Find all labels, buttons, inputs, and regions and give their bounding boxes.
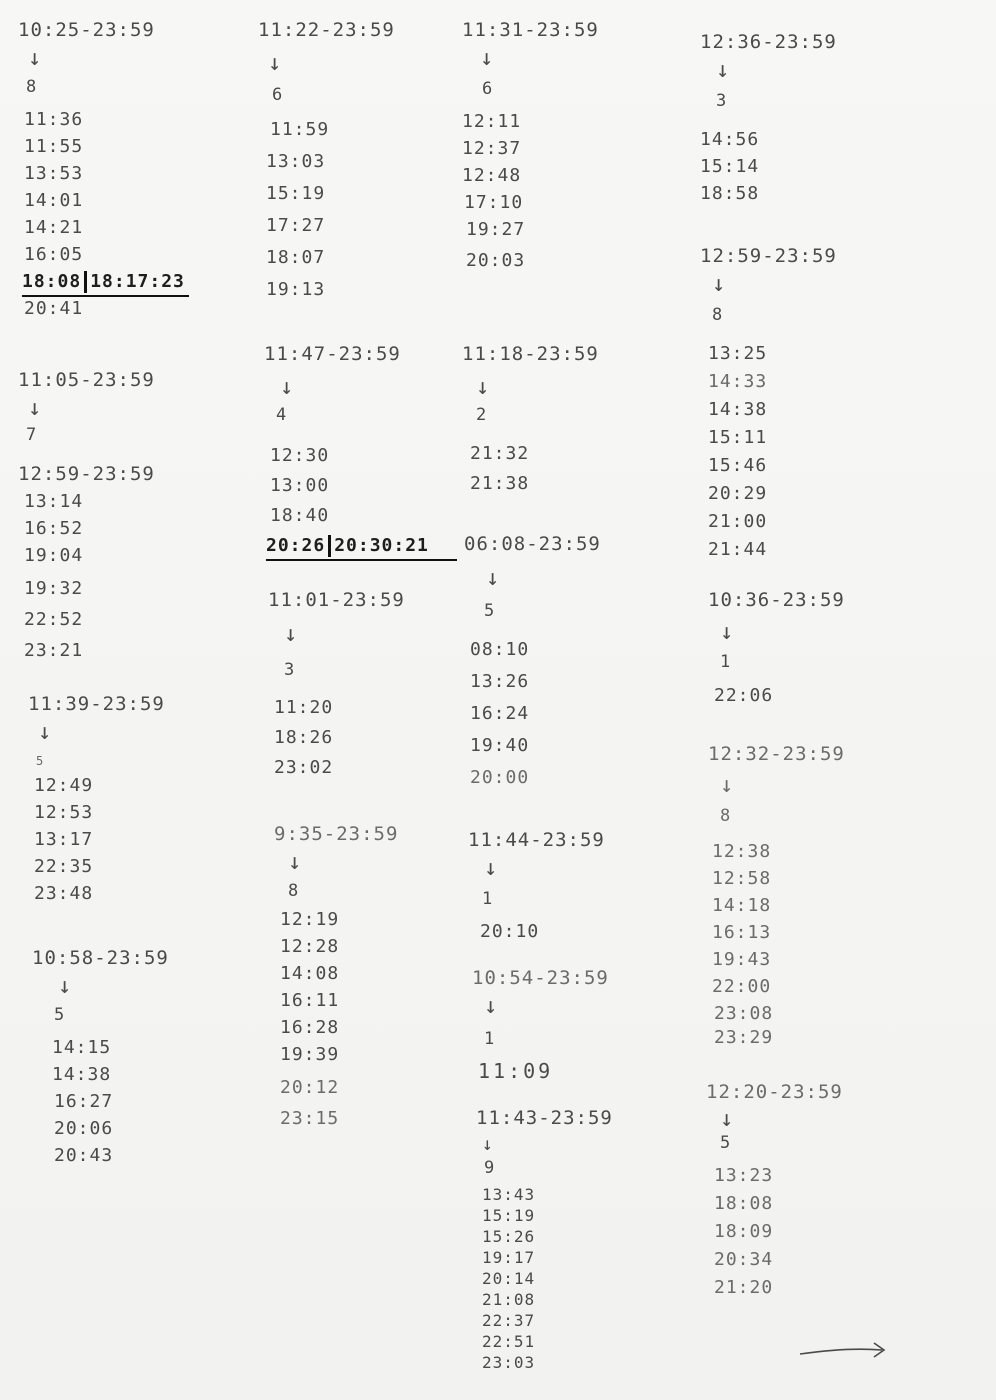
range-header: 12:20-23:59	[706, 1081, 843, 1103]
divider-stroke	[328, 535, 331, 557]
time-entry: 20:03	[466, 250, 526, 271]
page-turn-arrow-icon	[798, 1338, 888, 1362]
range-header: 11:43-23:59	[476, 1107, 613, 1129]
time-entry: 14:15	[52, 1037, 112, 1058]
time-entry: 20:06	[54, 1118, 114, 1139]
time-entry: 15:14	[700, 156, 760, 177]
time-entry: 23:21	[24, 640, 84, 661]
mark-time: 20:26	[266, 535, 326, 556]
time-entry: 19:43	[712, 949, 772, 970]
time-entry: 16:52	[24, 518, 84, 539]
event-count: 1	[482, 889, 493, 909]
time-entry: 20:29	[708, 483, 768, 504]
time-entry: 16:24	[470, 703, 530, 724]
time-entry: 21:32	[470, 443, 530, 464]
time-entry: 22:52	[24, 609, 84, 630]
time-entry: 19:32	[24, 578, 84, 599]
time-entry: 18:58	[700, 183, 760, 204]
time-group	[264, 340, 457, 564]
time-entry: 13:43	[482, 1185, 536, 1204]
time-group	[476, 1104, 613, 1373]
time-entry: 20:41	[24, 298, 84, 319]
range-header: 06:08-23:59	[464, 533, 601, 555]
time-entry: 22:51	[482, 1332, 536, 1351]
mark-timestamp: 18:17:23	[90, 271, 185, 292]
time-entry: 15:19	[266, 183, 326, 204]
event-count: 5	[720, 1133, 731, 1153]
time-entry: 13:03	[266, 151, 326, 172]
range-header: 11:31-23:59	[462, 19, 599, 41]
time-entry: 12:30	[270, 445, 330, 466]
time-entry: 11:55	[24, 136, 84, 157]
time-entry: 08:10	[470, 639, 530, 660]
time-entry: 16:28	[280, 1017, 340, 1038]
down-arrow-icon: ↓	[28, 46, 42, 71]
time-entry: 19:40	[470, 735, 530, 756]
time-group	[462, 340, 599, 497]
down-arrow-icon: ↓	[484, 856, 498, 881]
down-arrow-icon: ↓	[268, 51, 282, 76]
down-arrow-icon: ↓	[484, 994, 498, 1019]
event-count: 4	[276, 405, 287, 425]
range-header: 9:35-23:59	[274, 823, 399, 845]
time-group	[274, 820, 398, 1132]
range-header: 10:54-23:59	[472, 967, 609, 989]
time-entry: 19:13	[266, 279, 326, 300]
time-entry: 13:26	[470, 671, 530, 692]
time-entry: 13:17	[34, 829, 94, 850]
time-entry: 19:27	[466, 219, 526, 240]
time-entry: 22:06	[714, 685, 774, 706]
event-count: 5	[484, 601, 495, 621]
time-entry: 11:09	[478, 1059, 554, 1083]
time-entry: 12:48	[462, 165, 522, 186]
time-entry: 18:26	[274, 727, 334, 748]
event-count: 9	[484, 1158, 495, 1178]
time-entry: 15:26	[482, 1227, 536, 1246]
marked-time-entry	[18, 268, 189, 295]
time-entry: 19:04	[24, 545, 84, 566]
down-arrow-icon: ↓	[482, 1134, 493, 1155]
time-group	[708, 586, 845, 709]
time-entry: 12:58	[712, 868, 772, 889]
time-entry: 23:15	[280, 1108, 340, 1129]
range-header: 11:47-23:59	[264, 343, 401, 365]
time-entry: 20:43	[54, 1145, 114, 1166]
marked-time-entry	[264, 532, 457, 564]
time-group	[472, 964, 609, 1085]
time-entry: 13:53	[24, 163, 84, 184]
down-arrow-icon: ↓	[716, 58, 730, 83]
down-arrow-icon: ↓	[720, 773, 734, 798]
time-group	[18, 16, 189, 322]
time-entry: 22:00	[712, 976, 772, 997]
time-group	[708, 740, 845, 1051]
time-entry: 21:20	[714, 1277, 774, 1298]
time-entry: 14:08	[280, 963, 340, 984]
range-header: 12:59-23:59	[700, 245, 837, 267]
time-entry: 13:23	[714, 1165, 774, 1186]
time-entry: 15:19	[482, 1206, 536, 1225]
underline-marker	[22, 268, 189, 297]
time-group	[18, 366, 155, 454]
time-entry: 13:25	[708, 343, 768, 364]
event-count: 1	[720, 652, 731, 672]
down-arrow-icon: ↓	[288, 850, 302, 875]
event-count: 5	[54, 1005, 65, 1025]
time-entry: 20:34	[714, 1249, 774, 1270]
time-group	[258, 16, 395, 308]
time-group	[468, 826, 605, 945]
time-entry: 12:38	[712, 841, 772, 862]
time-entry: 18:08	[714, 1193, 774, 1214]
range-header: 10:25-23:59	[18, 19, 155, 41]
time-entry: 14:21	[24, 217, 84, 238]
time-group	[464, 530, 601, 796]
down-arrow-icon: ↓	[486, 566, 500, 591]
down-arrow-icon: ↓	[480, 46, 494, 71]
time-group	[268, 586, 405, 784]
time-group	[700, 28, 837, 207]
down-arrow-icon: ↓	[712, 272, 726, 297]
time-entry: 16:11	[280, 990, 340, 1011]
range-header: 11:01-23:59	[268, 589, 405, 611]
time-entry: 12:49	[34, 775, 94, 796]
time-entry: 18:09	[714, 1221, 774, 1242]
range-header: 10:36-23:59	[708, 589, 845, 611]
time-entry: 15:46	[708, 455, 768, 476]
time-entry: 20:12	[280, 1077, 340, 1098]
underline-marker	[266, 532, 457, 561]
down-arrow-icon: ↓	[280, 375, 294, 400]
event-count: 3	[716, 91, 727, 111]
time-entry: 21:08	[482, 1290, 536, 1309]
time-entry: 22:35	[34, 856, 94, 877]
time-entry: 14:18	[712, 895, 772, 916]
time-group	[706, 1078, 843, 1302]
time-entry: 19:17	[482, 1248, 536, 1267]
time-entry: 21:38	[470, 473, 530, 494]
time-entry: 14:01	[24, 190, 84, 211]
range-header: 12:36-23:59	[700, 31, 837, 53]
range-header: 11:05-23:59	[18, 369, 155, 391]
down-arrow-icon: ↓	[720, 620, 734, 645]
mark-time: 18:08	[22, 271, 82, 292]
time-entry: 23:29	[714, 1027, 774, 1048]
range-header: 11:22-23:59	[258, 19, 395, 41]
time-group	[32, 944, 169, 1169]
range-header: 11:44-23:59	[468, 829, 605, 851]
time-group	[28, 690, 165, 907]
time-entry: 20:10	[480, 921, 540, 942]
time-entry: 13:00	[270, 475, 330, 496]
event-count: 8	[712, 305, 723, 325]
time-entry: 11:59	[270, 119, 330, 140]
time-group	[462, 16, 599, 274]
time-entry: 23:48	[34, 883, 94, 904]
event-count: 8	[288, 881, 299, 901]
down-arrow-icon: ↓	[58, 974, 72, 999]
time-entry: 12:28	[280, 936, 340, 957]
time-entry: 18:40	[270, 505, 330, 526]
range-header: 10:58-23:59	[32, 947, 169, 969]
time-entry: 11:20	[274, 697, 334, 718]
divider-stroke	[84, 271, 87, 293]
mark-timestamp: 20:30:21	[334, 535, 429, 556]
event-count: 3	[284, 660, 295, 680]
down-arrow-icon: ↓	[476, 375, 490, 400]
time-entry: 21:44	[708, 539, 768, 560]
range-header: 12:32-23:59	[708, 743, 845, 765]
time-entry: 20:00	[470, 767, 530, 788]
time-entry: 14:38	[708, 399, 768, 420]
time-entry: 23:03	[482, 1353, 536, 1372]
time-entry: 14:33	[708, 371, 768, 392]
down-arrow-icon: ↓	[28, 396, 42, 421]
range-header: 11:18-23:59	[462, 343, 599, 365]
time-entry: 12:19	[280, 909, 340, 930]
down-arrow-icon: ↓	[720, 1107, 734, 1132]
time-entry: 13:14	[24, 491, 84, 512]
event-count: 8	[720, 806, 731, 826]
time-entry: 17:27	[266, 215, 326, 236]
time-entry: 14:38	[52, 1064, 112, 1085]
time-entry: 16:05	[24, 244, 84, 265]
range-header: 11:39-23:59	[28, 693, 165, 715]
time-entry: 21:00	[708, 511, 768, 532]
event-count: 8	[26, 77, 37, 97]
time-entry: 15:11	[708, 427, 768, 448]
time-entry: 16:13	[712, 922, 772, 943]
range-header: 12:59-23:59	[18, 463, 155, 485]
event-count: 6	[272, 85, 283, 105]
time-entry: 20:14	[482, 1269, 536, 1288]
time-entry: 11:36	[24, 109, 84, 130]
event-count: 5	[36, 754, 44, 768]
time-entry: 14:56	[700, 129, 760, 150]
event-count: 7	[26, 425, 37, 445]
down-arrow-icon: ↓	[284, 622, 298, 647]
time-entry: 12:11	[462, 111, 522, 132]
time-entry: 19:39	[280, 1044, 340, 1065]
down-arrow-icon: ↓	[38, 720, 52, 745]
time-entry: 12:53	[34, 802, 94, 823]
time-entry: 16:27	[54, 1091, 114, 1112]
time-entry: 23:08	[714, 1003, 774, 1024]
time-group	[18, 460, 155, 664]
time-group	[700, 242, 837, 564]
time-entry: 22:37	[482, 1311, 536, 1330]
time-entry: 23:02	[274, 757, 334, 778]
time-entry: 12:37	[462, 138, 522, 159]
event-count: 1	[484, 1029, 495, 1049]
event-count: 2	[476, 405, 487, 425]
event-count: 6	[482, 79, 493, 99]
time-entry: 18:07	[266, 247, 326, 268]
time-entry: 17:10	[464, 192, 524, 213]
